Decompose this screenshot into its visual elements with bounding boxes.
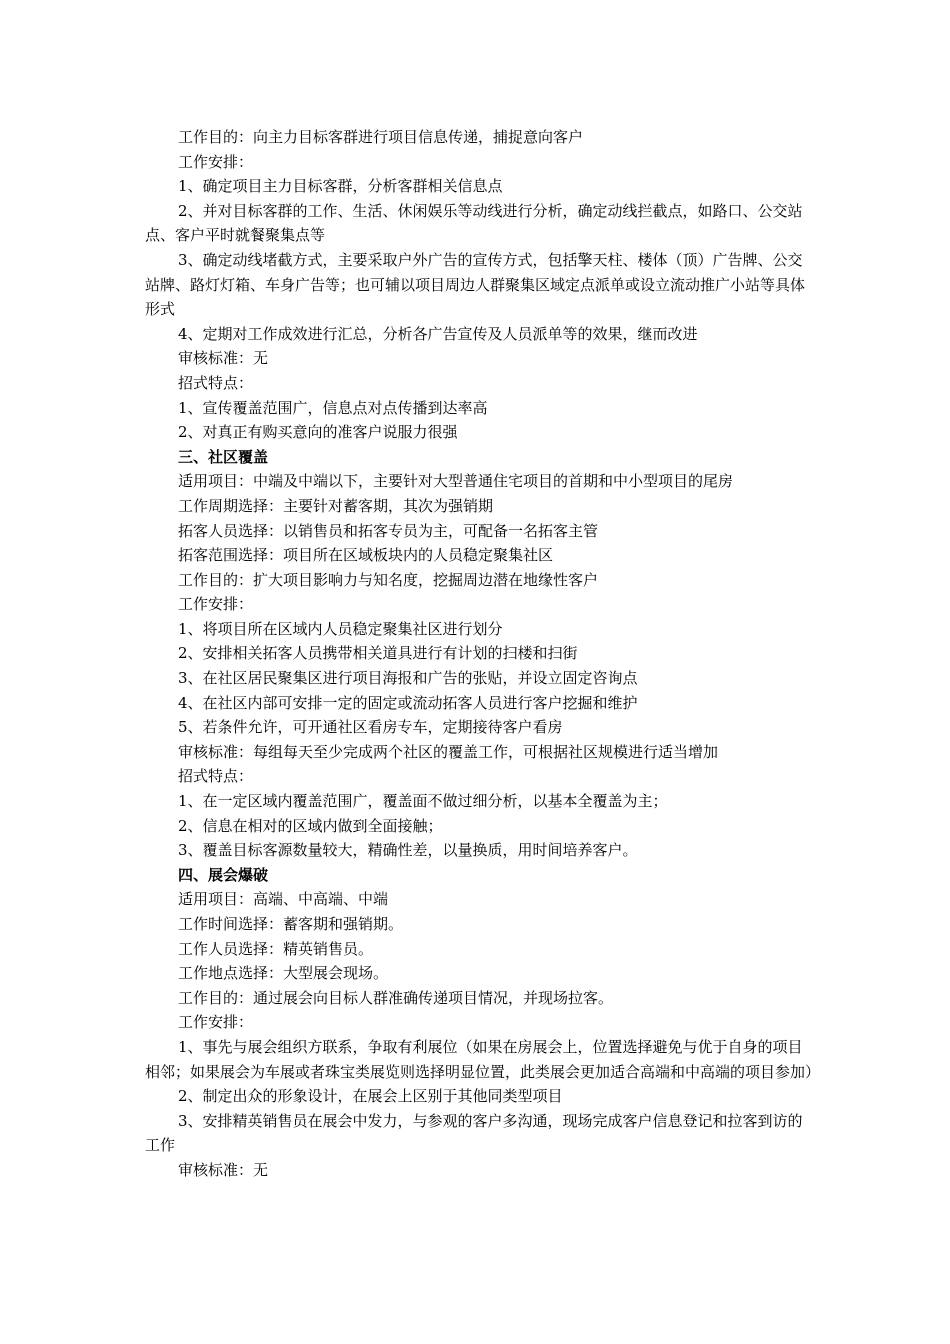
arrangement-item: 4、定期对工作成效进行汇总，分析各广告宣传及人员派单等的效果，继而改进: [178, 324, 698, 343]
feature-item: 2、信息在相对的区域内做到全面接触；: [178, 816, 443, 835]
work-goal-text: 工作目的：扩大项目影响力与知名度，挖掘周边潜在地缘性客户: [178, 570, 599, 589]
applicable-project-text: 适用项目：中端及中端以下，主要针对大型普通住宅项目的首期和中小型项目的尾房: [178, 472, 734, 491]
feature-item: 1、在一定区域内覆盖范围广，覆盖面不做过细分析，以基本全覆盖为主；: [178, 792, 668, 811]
work-period-text: 工作周期选择：主要针对蓄客期，其次为强销期: [178, 496, 494, 515]
arrangement-item: 3、在社区居民聚集区进行项目海报和广告的张贴，并设立固定咨询点: [178, 669, 638, 688]
arrangement-item: 4、在社区内部可安排一定的固定或流动拓客人员进行客户挖掘和维护: [178, 693, 638, 712]
work-time-text: 工作时间选择：蓄客期和强销期。: [178, 915, 404, 933]
work-arrangement-label: 工作安排：: [178, 1013, 254, 1032]
arrangement-item: 1、将项目所在区域内人员稳定聚集社区进行划分: [178, 619, 503, 638]
work-arrangement-label: 工作安排：: [178, 595, 254, 614]
applicable-project-text: 适用项目：高端、中高端、中端: [178, 890, 389, 909]
features-label: 招式特点：: [178, 767, 254, 786]
work-goal-text: 工作目的：向主力目标客群进行项目信息传递，捕捉意向客户: [178, 128, 584, 146]
work-goal-text: 工作目的：通过展会向目标人群准确传递项目情况，并现场拉客。: [178, 988, 614, 1007]
section-heading-exhibition: 四、展会爆破: [178, 865, 269, 884]
feature-item: 3、覆盖目标客源数量较大，精确性差，以量换质，用时间培养客户。: [178, 841, 638, 860]
feature-item: 2、对真正有购买意向的准客户说服力很强: [178, 423, 458, 442]
review-standard-text: 审核标准：无: [178, 1160, 269, 1179]
review-standard-text: 审核标准：无: [178, 349, 269, 368]
staff-selection-text: 拓客人员选择：以销售员和拓客专员为主，可配备一名拓客主管: [178, 521, 599, 540]
place-selection-text: 工作地点选择：大型展会现场。: [178, 964, 389, 983]
arrangement-item: 2、并对目标客群的工作、生活、休闲娱乐等动线进行分析，确定动线拦截点，如路口、公交站点、客户平时就餐聚集点等: [145, 201, 803, 245]
arrangement-item: 5、若条件允许，可开通社区看房专车，定期接待客户看房: [178, 718, 563, 737]
arrangement-item: 2、安排相关拓客人员携带相关道具进行有计划的扫楼和扫街: [178, 644, 578, 663]
features-label: 招式特点：: [178, 373, 254, 392]
arrangement-item: 3、确定动线堵截方式，主要采取户外广告的宣传方式，包括擎天柱、楼体（顶）广告牌、公交站牌、路灯灯箱、车身广告等；也可辅以项目周边人群聚集区域定点派单或设立流动推广小站等具体形式: [145, 250, 806, 319]
arrangement-item: 1、事先与展会组织方联系，争取有利展位（如果在房展会上，位置选择避免与优于自身的项目相邻；如果展会为车展或者珠宝类展览则选择明显位置，此类展会更加适合高端和中高端的项目参加）: [145, 1037, 821, 1081]
feature-item: 1、宣传覆盖范围广，信息点对点传播到达率高: [178, 398, 488, 417]
scope-selection-text: 拓客范围选择：项目所在区域板块内的人员稳定聚集社区: [178, 546, 554, 565]
arrangement-item: 2、制定出众的形象设计，在展会上区别于其他同类型项目: [178, 1087, 563, 1106]
arrangement-item: 1、确定项目主力目标客群，分析客群相关信息点: [178, 177, 503, 196]
arrangement-item: 3、安排精英销售员在展会中发力，与参观的客户多沟通，现场完成客户信息登记和拉客到访的工作: [145, 1111, 803, 1155]
document-page: [145, 125, 821, 1183]
review-standard-text: 审核标准：每组每天至少完成两个社区的覆盖工作，可根据社区规模进行适当增加: [178, 742, 719, 761]
section-heading-community-coverage: 三、社区覆盖: [178, 447, 269, 466]
work-arrangement-label: 工作安排：: [178, 152, 254, 171]
staff-selection-text: 工作人员选择：精英销售员。: [178, 939, 374, 958]
